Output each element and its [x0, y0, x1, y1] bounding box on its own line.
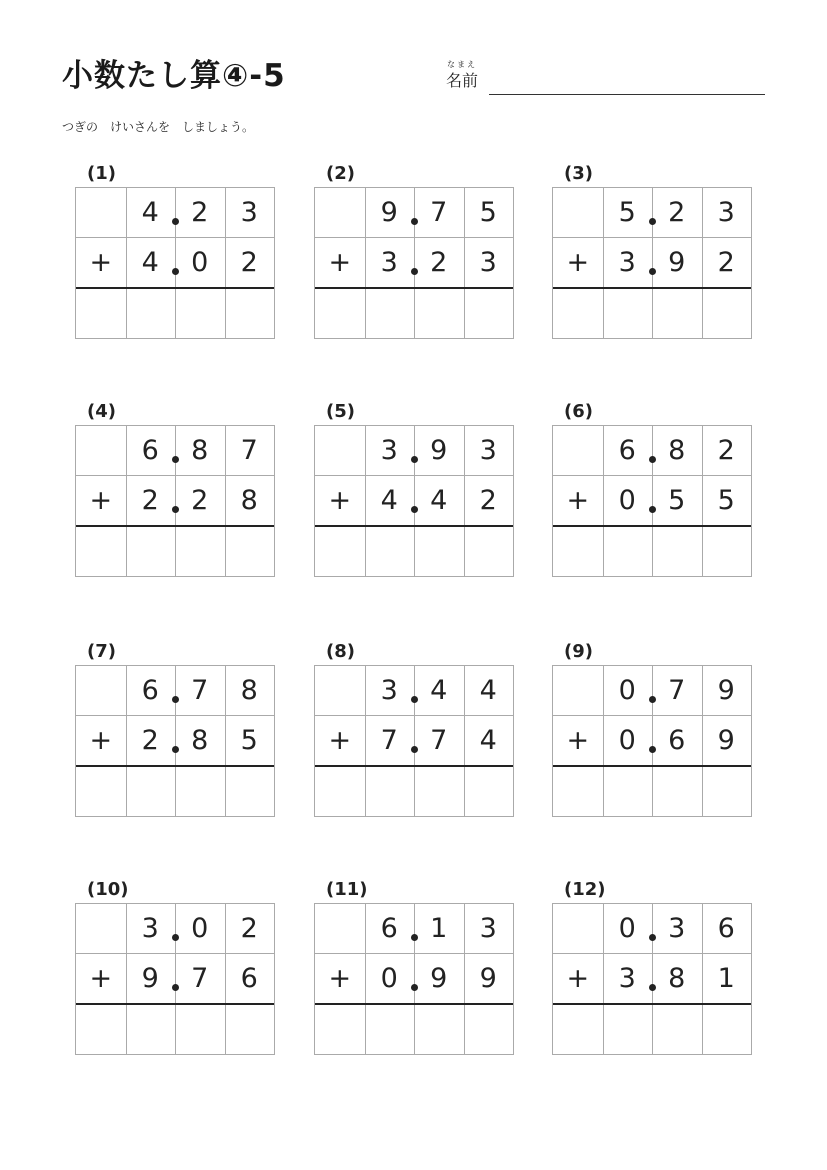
second-addend-digit: 2	[240, 247, 258, 278]
answer-cell[interactable]	[225, 288, 275, 338]
first-addend-digit: 6	[141, 675, 159, 706]
problem-grid	[552, 665, 752, 817]
answer-cell[interactable]	[702, 766, 752, 816]
first-addend-digit: 3	[668, 913, 686, 944]
first-addend-digit: 0	[618, 675, 636, 706]
decimal-point	[411, 746, 418, 753]
first-addend-digit: 3	[240, 197, 258, 228]
problem-grid	[552, 187, 752, 339]
answer-cell[interactable]	[464, 526, 514, 576]
decimal-point	[172, 746, 179, 753]
first-addend-digit: 3	[717, 197, 735, 228]
second-addend-digit: 3	[380, 247, 398, 278]
answer-cell[interactable]	[126, 1004, 176, 1054]
page-title: 小数たし算④-5	[62, 58, 286, 94]
second-addend-digit: 4	[430, 485, 448, 516]
answer-cell[interactable]	[702, 1004, 752, 1054]
problem	[75, 879, 275, 1069]
first-addend-digit: 6	[380, 913, 398, 944]
first-addend-digit: 3	[141, 913, 159, 944]
second-addend-digit: 9	[717, 725, 735, 756]
second-addend-digit: 5	[717, 485, 735, 516]
name-write-line[interactable]	[489, 94, 765, 95]
answer-cell[interactable]	[365, 766, 415, 816]
answer-cell[interactable]	[603, 1004, 653, 1054]
problem-label: (9)	[564, 641, 593, 662]
answer-cell[interactable]	[414, 1004, 464, 1054]
problem	[314, 401, 514, 591]
first-addend-digit: 1	[430, 913, 448, 944]
second-addend-digit: 0	[618, 485, 636, 516]
first-addend-digit: 6	[618, 435, 636, 466]
problem	[552, 163, 752, 353]
second-addend-digit: 0	[380, 963, 398, 994]
second-addend-digit: 2	[430, 247, 448, 278]
answer-cell[interactable]	[225, 1004, 275, 1054]
second-addend-digit: 4	[479, 725, 497, 756]
first-addend-digit: 3	[479, 435, 497, 466]
problem-label: (6)	[564, 401, 593, 422]
second-addend-digit: 5	[668, 485, 686, 516]
problem-grid	[75, 187, 275, 339]
first-addend-digit: 2	[240, 913, 258, 944]
decimal-point	[411, 934, 418, 941]
second-addend-digit: 1	[717, 963, 735, 994]
name-field[interactable]	[446, 58, 766, 98]
plus-sign: +	[89, 485, 113, 516]
second-addend-digit: 8	[240, 485, 258, 516]
first-addend-digit: 4	[141, 197, 159, 228]
plus-sign: +	[566, 485, 590, 516]
second-addend-digit: 3	[618, 963, 636, 994]
plus-sign: +	[328, 485, 352, 516]
answer-cell[interactable]	[225, 526, 275, 576]
instructions: つぎの けいさんを しましょう。	[62, 120, 255, 134]
first-addend-digit: 6	[717, 913, 735, 944]
first-addend-digit: 3	[380, 435, 398, 466]
first-addend-digit: 8	[191, 435, 209, 466]
decimal-point	[649, 984, 656, 991]
answer-cell[interactable]	[175, 766, 225, 816]
second-addend-digit: 0	[191, 247, 209, 278]
answer-cell[interactable]	[603, 288, 653, 338]
problem-label: (5)	[326, 401, 355, 422]
decimal-point	[172, 456, 179, 463]
problem	[552, 641, 752, 831]
second-addend-digit: 6	[240, 963, 258, 994]
second-addend-digit: 8	[668, 963, 686, 994]
decimal-point	[649, 506, 656, 513]
decimal-point	[172, 268, 179, 275]
problem-grid	[75, 903, 275, 1055]
problem-label: (11)	[326, 879, 368, 900]
problem-grid	[314, 903, 514, 1055]
problem-grid	[75, 425, 275, 577]
answer-cell[interactable]	[365, 526, 415, 576]
answer-cell[interactable]	[175, 288, 225, 338]
answer-cell[interactable]	[365, 288, 415, 338]
decimal-point	[649, 746, 656, 753]
decimal-point	[411, 268, 418, 275]
answer-cell[interactable]	[464, 1004, 514, 1054]
decimal-point	[649, 268, 656, 275]
first-addend-digit: 8	[668, 435, 686, 466]
decimal-point	[411, 506, 418, 513]
problem-grid	[314, 425, 514, 577]
answer-cell[interactable]	[702, 288, 752, 338]
decimal-point	[649, 934, 656, 941]
problem-grid	[552, 425, 752, 577]
answer-cell[interactable]	[126, 766, 176, 816]
plus-sign: +	[328, 725, 352, 756]
decimal-point	[172, 218, 179, 225]
problem	[75, 401, 275, 591]
first-addend-digit: 9	[717, 675, 735, 706]
decimal-point	[411, 218, 418, 225]
first-addend-digit: 7	[430, 197, 448, 228]
name-label: 名前	[446, 71, 479, 90]
answer-cell[interactable]	[652, 288, 702, 338]
answer-cell[interactable]	[126, 526, 176, 576]
first-addend-digit: 7	[240, 435, 258, 466]
first-addend-digit: 2	[668, 197, 686, 228]
decimal-point	[649, 218, 656, 225]
decimal-point	[411, 696, 418, 703]
problem-label: (12)	[564, 879, 606, 900]
decimal-point	[411, 984, 418, 991]
second-addend-digit: 2	[141, 725, 159, 756]
problem-label: (3)	[564, 163, 593, 184]
problem	[552, 879, 752, 1069]
first-addend-digit: 4	[430, 675, 448, 706]
problem-grid	[314, 187, 514, 339]
first-addend-digit: 2	[717, 435, 735, 466]
plus-sign: +	[89, 963, 113, 994]
plus-sign: +	[566, 963, 590, 994]
decimal-point	[649, 696, 656, 703]
answer-cell[interactable]	[464, 766, 514, 816]
plus-sign: +	[89, 247, 113, 278]
answer-cell[interactable]	[652, 1004, 702, 1054]
first-addend-digit: 7	[191, 675, 209, 706]
first-addend-digit: 0	[191, 913, 209, 944]
plus-sign: +	[566, 247, 590, 278]
second-addend-digit: 7	[380, 725, 398, 756]
answer-cell[interactable]	[414, 526, 464, 576]
first-addend-digit: 8	[240, 675, 258, 706]
decimal-point	[649, 456, 656, 463]
second-addend-digit: 8	[191, 725, 209, 756]
first-addend-digit: 5	[479, 197, 497, 228]
answer-cell[interactable]	[652, 766, 702, 816]
problem	[75, 163, 275, 353]
decimal-point	[172, 984, 179, 991]
answer-cell[interactable]	[603, 766, 653, 816]
second-addend-digit: 2	[191, 485, 209, 516]
first-addend-digit: 5	[618, 197, 636, 228]
name-ruby: なまえ	[447, 60, 477, 69]
first-addend-digit: 9	[430, 435, 448, 466]
second-addend-digit: 5	[240, 725, 258, 756]
problem-grid	[75, 665, 275, 817]
answer-cell[interactable]	[365, 1004, 415, 1054]
problem-label: (8)	[326, 641, 355, 662]
answer-cell[interactable]	[414, 766, 464, 816]
first-addend-digit: 0	[618, 913, 636, 944]
second-addend-digit: 9	[479, 963, 497, 994]
problem-label: (2)	[326, 163, 355, 184]
answer-cell[interactable]	[225, 766, 275, 816]
second-addend-digit: 2	[479, 485, 497, 516]
second-addend-digit: 3	[479, 247, 497, 278]
answer-cell[interactable]	[175, 1004, 225, 1054]
answer-cell[interactable]	[702, 526, 752, 576]
first-addend-digit: 9	[380, 197, 398, 228]
problem-label: (7)	[87, 641, 116, 662]
problem	[314, 163, 514, 353]
problem	[75, 641, 275, 831]
decimal-point	[172, 506, 179, 513]
problem	[552, 401, 752, 591]
problem-grid	[552, 903, 752, 1055]
answer-cell[interactable]	[414, 288, 464, 338]
answer-cell[interactable]	[126, 288, 176, 338]
first-addend-digit: 3	[380, 675, 398, 706]
problem-label: (10)	[87, 879, 129, 900]
second-addend-digit: 0	[618, 725, 636, 756]
answer-cell[interactable]	[652, 526, 702, 576]
second-addend-digit: 7	[430, 725, 448, 756]
first-addend-digit: 7	[668, 675, 686, 706]
decimal-point	[411, 456, 418, 463]
second-addend-digit: 3	[618, 247, 636, 278]
decimal-point	[172, 934, 179, 941]
first-addend-digit: 4	[479, 675, 497, 706]
answer-cell[interactable]	[175, 526, 225, 576]
plus-sign: +	[566, 725, 590, 756]
second-addend-digit: 4	[380, 485, 398, 516]
decimal-point	[172, 696, 179, 703]
second-addend-digit: 9	[430, 963, 448, 994]
plus-sign: +	[328, 247, 352, 278]
problem-label: (1)	[87, 163, 116, 184]
plus-sign: +	[328, 963, 352, 994]
problem	[314, 879, 514, 1069]
first-addend-digit: 6	[141, 435, 159, 466]
problem-label: (4)	[87, 401, 116, 422]
first-addend-digit: 2	[191, 197, 209, 228]
problem-grid	[314, 665, 514, 817]
second-addend-digit: 6	[668, 725, 686, 756]
second-addend-digit: 9	[668, 247, 686, 278]
first-addend-digit: 3	[479, 913, 497, 944]
answer-cell[interactable]	[603, 526, 653, 576]
second-addend-digit: 2	[141, 485, 159, 516]
plus-sign: +	[89, 725, 113, 756]
second-addend-digit: 2	[717, 247, 735, 278]
answer-cell[interactable]	[464, 288, 514, 338]
second-addend-digit: 7	[191, 963, 209, 994]
second-addend-digit: 9	[141, 963, 159, 994]
second-addend-digit: 4	[141, 247, 159, 278]
problem	[314, 641, 514, 831]
